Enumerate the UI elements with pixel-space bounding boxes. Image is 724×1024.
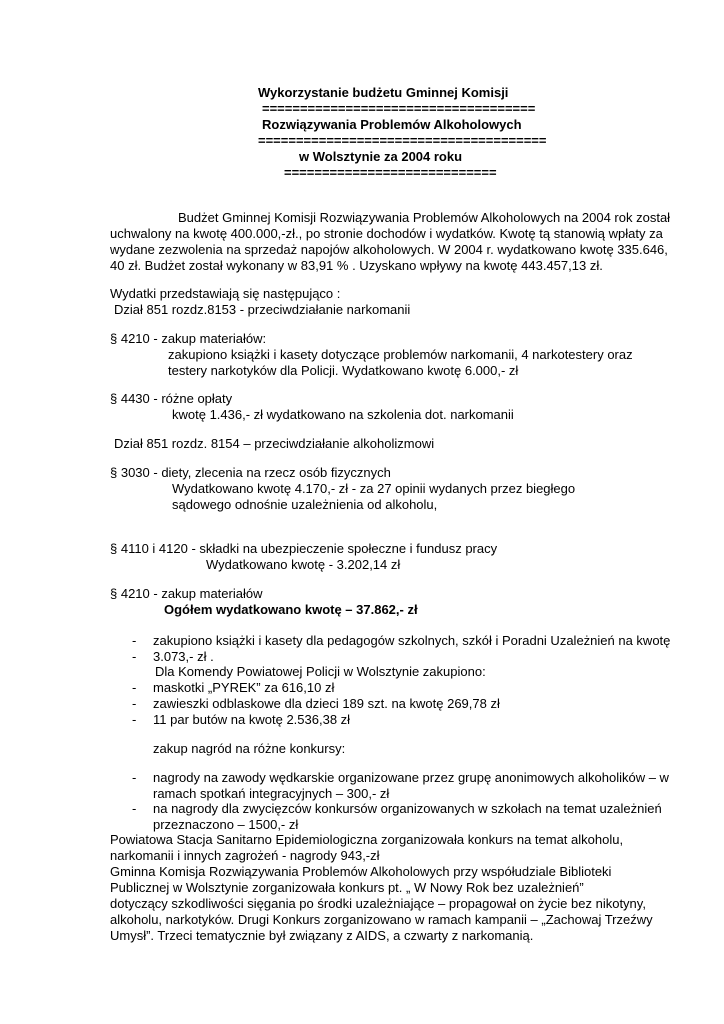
intro-line-1: Budżet Gminnej Komisji Rozwiązywania Problemów Alkoholowych na 2004 rok został <box>178 210 671 225</box>
intro-line-4: 40 zł. Budżet został wykonany w 83,91 % . Uzyskano wpływy na kwotę 443.457,13 zł. <box>110 258 603 273</box>
bullet-1-line-2: 3.073,- zł . <box>153 649 214 664</box>
closing-line-6: alkoholu, narkotyków. Drugi Konkurs zorganizowano w ramach kampanii – „Zachowaj Trzeźwy <box>110 912 653 927</box>
section-4210a-head: § 4210 - zakup materiałów: <box>110 331 267 346</box>
bullet-dash: - <box>132 696 137 711</box>
section-4210b-head: § 4210 - zakup materiałów <box>110 586 263 601</box>
title-line-1: Wykorzystanie budżetu Gminnej Komisji <box>258 85 509 100</box>
prize-bullet-2-line-1: na nagrody dla zwycięzców konkursów organizowanych w szkołach na temat uzależnień <box>153 801 662 816</box>
closing-line-3: Gminna Komisja Rozwiązywania Problemów Alkoholowych przy współudziale Biblioteki <box>110 864 612 879</box>
section-3030-line-1: Wydatkowano kwotę 4.170,- zł - za 27 opinii wydanych przez biegłego <box>172 481 576 496</box>
intro-line-3: wydane zezwolenia na sprzedaż napojów alkoholowych. W 2004 r. wydatkowano kwotę 335.646, <box>110 242 668 257</box>
police-purchase-heading: Dla Komendy Powiatowej Policji w Wolsztynie zakupiono: <box>155 664 486 679</box>
title-rule-3: ============================ <box>284 165 497 180</box>
section-3030-head: § 3030 - diety, zlecenia na rzecz osób fizycznych <box>110 465 391 480</box>
bullet-dash: - <box>132 712 137 727</box>
title-rule-2: ====================================== <box>258 133 547 148</box>
bullet-dash: - <box>132 649 137 664</box>
section-3030-line-2: sądowego odnośnie uzależnienia od alkoholu, <box>172 497 438 512</box>
closing-line-2: narkomanii i innych zagrożeń - nagrody 943,-zł <box>110 848 380 863</box>
expenses-intro: Wydatki przedstawiają się następująco : <box>110 286 341 301</box>
closing-line-1: Powiatowa Stacja Sanitarno Epidemiologiczna zorganizowała konkurs na temat alkoholu, <box>110 832 624 847</box>
prize-bullet-1-line-1: nagrody na zawody wędkarskie organizowane przez grupę anonimowych alkoholików – w <box>153 770 669 785</box>
section-4430-head: § 4430 - różne opłaty <box>110 391 233 406</box>
section-4430-line-1: kwotę 1.436,- zł wydatkowano na szkolenia dot. narkomanii <box>172 407 514 422</box>
prize-bullet-2-line-2: przeznaczono – 1500,- zł <box>153 817 299 832</box>
intro-line-2: uchwalony na kwotę 400.000,-zł., po stronie dochodów i wydatków. Kwotę tą stanowią wpłaty za <box>110 226 663 241</box>
prize-bullet-1-line-2: ramach spotkań integracyjnych – 300,- zł <box>153 786 390 801</box>
section-4210b-total: Ogółem wydatkowano kwotę – 37.862,- zł <box>164 602 418 617</box>
bullet-2: maskotki „PYREK” za 616,10 zł <box>153 680 335 695</box>
bullet-4: 11 par butów na kwotę 2.536,38 zł <box>153 712 351 727</box>
bullet-dash: - <box>132 633 137 648</box>
title-rule-1: ==================================== <box>262 101 536 116</box>
bullet-3: zawieszki odblaskowe dla dzieci 189 szt. na kwotę 269,78 zł <box>153 696 500 711</box>
section-4210a-line-1: zakupiono książki i kasety dotyczące problemów narkomanii, 4 narkotestery oraz <box>168 347 633 362</box>
closing-line-7: Umysł”. Trzeci tematycznie był związany z AIDS, a czwarty z narkomanią. <box>110 928 534 943</box>
bullet-dash: - <box>132 680 137 695</box>
bullet-dash: - <box>132 801 137 816</box>
title-line-2: Rozwiązywania Problemów Alkoholowych <box>262 117 522 132</box>
prizes-heading: zakup nagród na różne konkursy: <box>153 741 346 756</box>
bullet-dash: - <box>132 770 137 785</box>
bullet-1-line-1: zakupiono książki i kasety dla pedagogów szkolnych, szkół i Poradni Uzależnień na kwotę <box>153 633 671 648</box>
dzial-8153: Dział 851 rozdz.8153 - przeciwdziałanie narkomanii <box>114 302 411 317</box>
closing-line-5: dotyczący szkodliwości sięgania po środki uzależniające – propagował on życie bez nikotyny, <box>110 896 646 911</box>
closing-line-4: Publicznej w Wolsztynie zorganizowała konkurs pt. „ W Nowy Rok bez uzależnień” <box>110 880 584 895</box>
section-4110-head: § 4110 i 4120 - składki na ubezpieczenie społeczne i fundusz pracy <box>110 541 498 556</box>
dzial-8154: Dział 851 rozdz. 8154 – przeciwdziałanie alkoholizmowi <box>114 436 435 451</box>
section-4110-line-1: Wydatkowano kwotę - 3.202,14 zł <box>206 557 401 572</box>
title-line-3: w Wolsztynie za 2004 roku <box>299 149 463 164</box>
section-4210a-line-2: testery narkotyków dla Policji. Wydatkowano kwotę 6.000,- zł <box>168 363 519 378</box>
